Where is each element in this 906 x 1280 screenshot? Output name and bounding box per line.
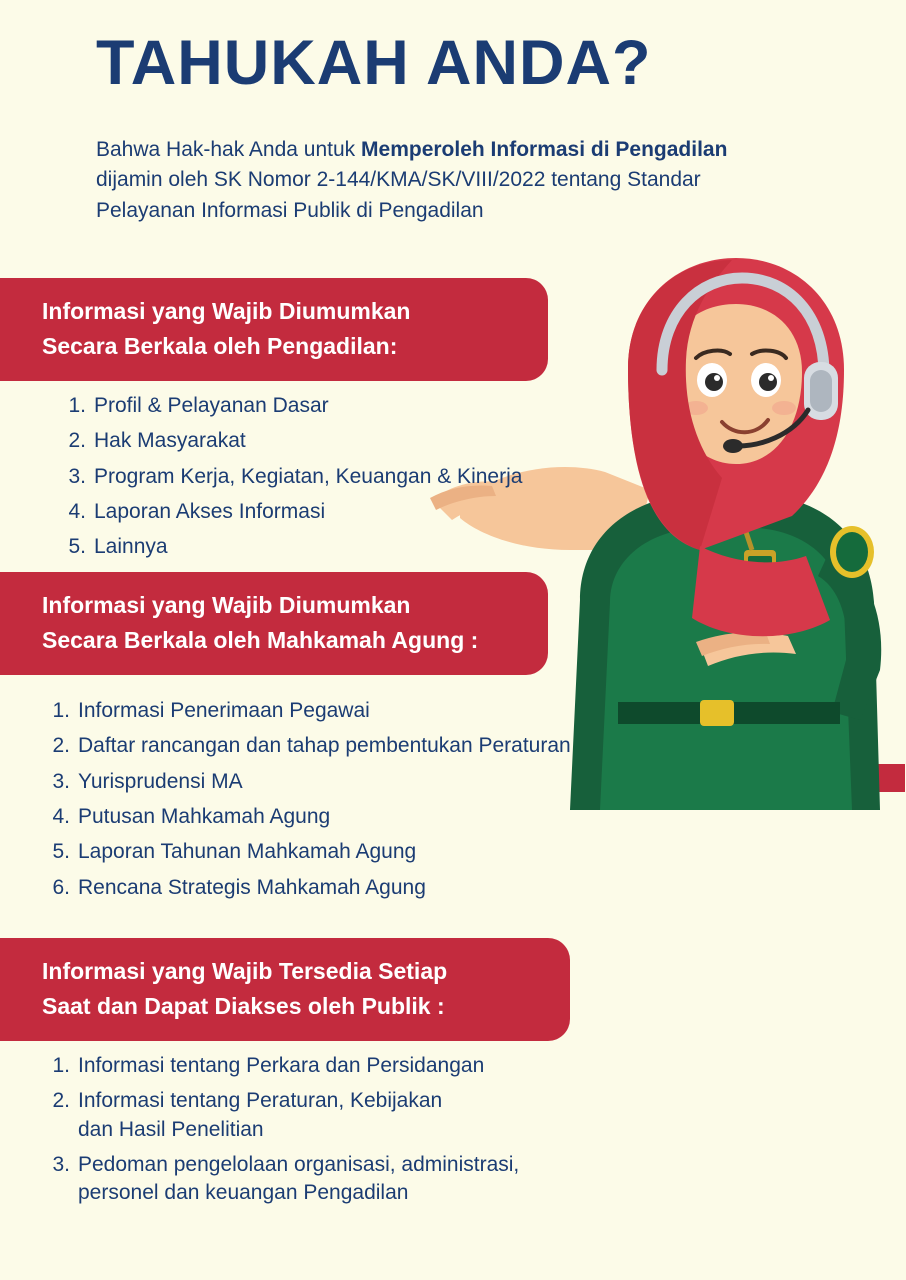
banner-section-3-line1: Informasi yang Wajib Tersedia Setiap	[42, 958, 448, 984]
list-item	[44, 874, 571, 902]
list-item-number: 3.	[52, 769, 70, 793]
list-item	[60, 463, 522, 491]
list-item-label: Informasi tentang Peraturan, Kebijakan dan Hasil Penelitian	[78, 1089, 443, 1141]
list-item	[44, 697, 571, 725]
list-item-label: Yurisprudensi MA	[78, 769, 243, 793]
banner-section-2-line1: Informasi yang Wajib Diumumkan	[42, 592, 411, 618]
list-item-number: 2.	[52, 1089, 70, 1113]
subtitle-text-part1: Bahwa Hak-hak Anda untuk	[96, 138, 362, 161]
list-item-label: Profil & Pelayanan Dasar	[94, 394, 329, 417]
list-item	[44, 1151, 519, 1208]
list-item-number: 1.	[68, 394, 86, 417]
banner-section-1	[0, 278, 548, 381]
list-item	[44, 838, 571, 866]
list-item-number: 1.	[52, 699, 70, 722]
list-item-number: 4.	[68, 500, 86, 524]
list-item-number: 4.	[52, 805, 70, 829]
list-item	[60, 427, 522, 455]
list-item-number: 6.	[52, 875, 70, 899]
list-item-number: 3.	[52, 1153, 70, 1177]
list-item-label: Informasi Penerimaan Pegawai	[78, 699, 370, 722]
banner-section-1-line2: Secara Berkala oleh Pengadilan:	[42, 332, 398, 359]
list-item-number: 5.	[52, 840, 70, 864]
page-subtitle	[96, 135, 796, 226]
list-section-3	[44, 1052, 519, 1215]
banner-section-1-line1: Informasi yang Wajib Diumumkan	[42, 298, 411, 324]
list-item-number: 2.	[68, 429, 86, 453]
list-item-number: 2.	[52, 734, 70, 758]
list-item-label: Lainnya	[94, 535, 168, 559]
list-item-label: Laporan Akses Informasi	[94, 500, 326, 524]
list-item	[44, 732, 571, 760]
subtitle-text-bold: Memperoleh Informasi di Pengadilan	[361, 138, 728, 161]
list-item-label: Hak Masyarakat	[94, 429, 246, 453]
banner-section-2	[0, 572, 548, 675]
list-item	[60, 498, 522, 526]
subtitle-text-part2: dijamin oleh SK Nomor 2-144/KMA/SK/VIII/2022 tentang Standar Pelayanan Informasi Publik di Pengadilan	[96, 168, 701, 222]
list-item-label: Daftar rancangan dan tahap pembentukan Peraturan	[78, 734, 571, 758]
list-item-number: 5.	[68, 535, 86, 559]
list-item-label: Pedoman pengelolaan organisasi, administrasi, personel dan keuangan Pengadilan	[78, 1153, 520, 1205]
list-item	[44, 1087, 519, 1144]
banner-section-3	[0, 938, 570, 1041]
list-item-label: Laporan Tahunan Mahkamah Agung	[78, 840, 417, 864]
banner-section-2-line2: Secara Berkala oleh Mahkamah Agung :	[42, 626, 479, 653]
list-item	[60, 533, 522, 561]
list-section-1	[60, 392, 522, 569]
list-item-label: Informasi tentang Perkara dan Persidangan	[78, 1054, 485, 1077]
list-item-label: Rencana Strategis Mahkamah Agung	[78, 875, 426, 899]
list-item-label: Program Kerja, Kegiatan, Keuangan & Kinerja	[94, 464, 523, 488]
list-item-label: Putusan Mahkamah Agung	[78, 805, 331, 829]
page-title: TAHUKAH ANDA?	[96, 28, 652, 98]
list-item	[44, 803, 571, 831]
list-item-number: 3.	[68, 464, 86, 488]
banner-section-3-line2: Saat dan Dapat Diakses oleh Publik :	[42, 992, 445, 1019]
list-item	[44, 768, 571, 796]
list-item	[44, 1052, 519, 1080]
list-item-number: 1.	[52, 1054, 70, 1077]
list-item	[60, 392, 522, 420]
list-section-2	[44, 697, 571, 909]
